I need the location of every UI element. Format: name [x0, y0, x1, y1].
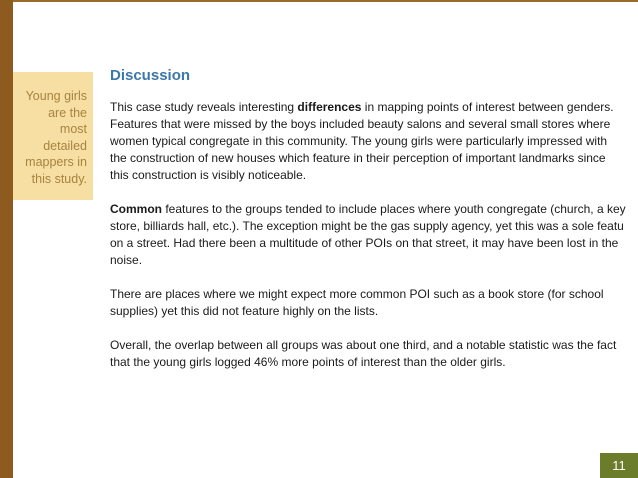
callout-line: this study.	[31, 171, 87, 186]
sidebar-callout	[13, 72, 93, 200]
callout-line: are the	[48, 105, 87, 120]
text-line: that the young girls logged 46% more points of interest than the older girls.	[110, 355, 506, 369]
emphasis-common: Common	[110, 202, 162, 216]
left-accent-bar	[0, 0, 13, 478]
text-run: features to the groups tended to include places where youth congregate (church, a key	[162, 202, 626, 216]
top-border-line	[13, 0, 638, 2]
text-run: in mapping points of interest between genders.	[361, 100, 614, 114]
slide-body	[110, 99, 637, 388]
text-line: on a street. Had there been a multitude of other POIs on that street, it may have been lost in the	[110, 236, 619, 250]
text-line: supplies) yet this did not feature highly on the lists.	[110, 304, 379, 318]
paragraph-common	[110, 201, 637, 269]
text-line: the construction of new houses which feature in their perception of important landmarks since	[110, 151, 606, 165]
text-line: this construction is visibly noticeable.	[110, 168, 307, 182]
text-line: Features that were missed by the boys included beauty salons and several small stores where	[110, 117, 611, 131]
callout-line: Young girls	[25, 89, 87, 103]
paragraph-overall	[110, 337, 637, 371]
page-number-badge: 11	[600, 453, 638, 478]
callout-line: detailed	[43, 138, 87, 153]
paragraph-expected-poi	[110, 286, 637, 320]
text-line: women typical congregate in this community. The young girls were particularly impressed with	[110, 134, 608, 148]
text-line: Overall, the overlap between all groups was about one third, and a notable statistic was the fact	[110, 338, 617, 352]
text-line: There are places where we might expect more common POI such as a book store (for school	[110, 287, 604, 301]
callout-line: mappers in	[25, 155, 87, 170]
text-line	[110, 201, 637, 218]
paragraph-differences	[110, 99, 637, 184]
slide-title: Discussion	[110, 67, 191, 84]
text-line	[110, 99, 637, 116]
emphasis-differences: differences	[297, 100, 362, 114]
text-line: store, billiards hall, etc.). The exception might be the gas supply agency, yet this was a sole featu	[110, 219, 624, 233]
text-line: noise.	[110, 253, 143, 267]
callout-line: most	[59, 122, 87, 137]
text-run: This case study reveals interesting	[110, 100, 298, 114]
